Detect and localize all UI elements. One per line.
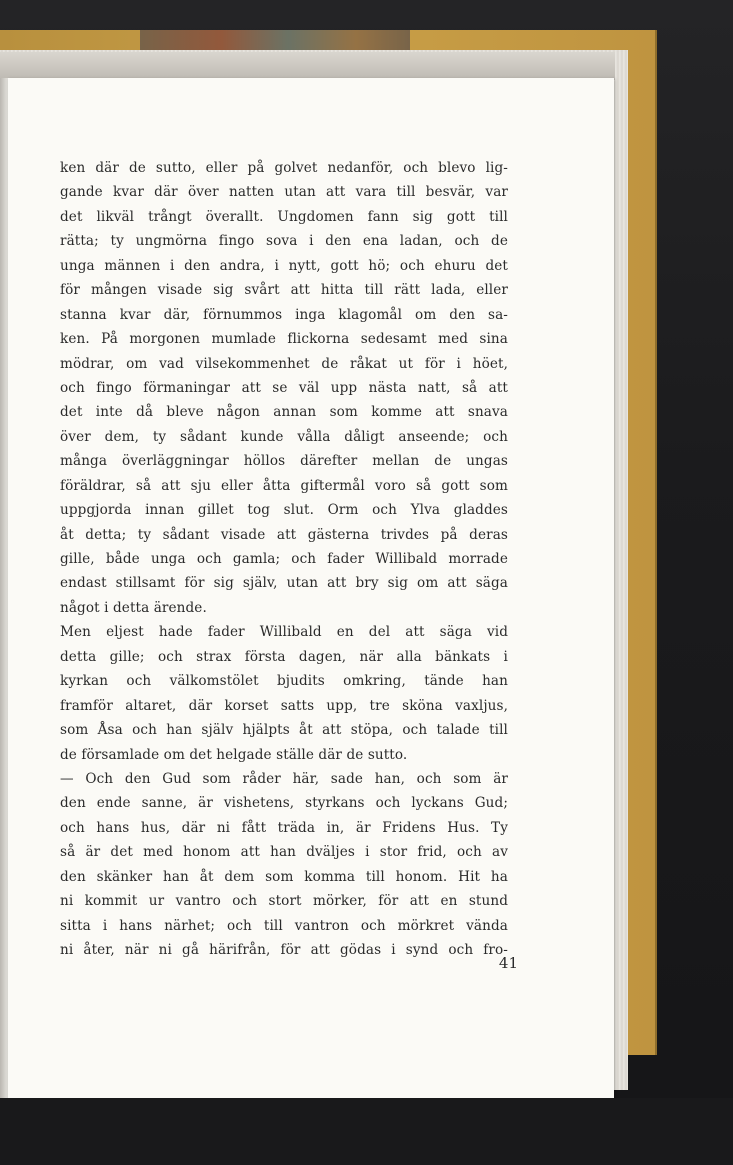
text-line: Men eljest hade fader Willibald en del att säga vid xyxy=(60,624,508,641)
text-line: endast stillsamt för sig själv, utan att bry sig om att säga xyxy=(60,575,508,592)
text-line: ni kommit ur vantro och stort mörker, för att en stund xyxy=(60,893,508,910)
text-line: detta gille; och strax första dagen, när alla bänkats i xyxy=(60,648,508,665)
scan-bottom-edge xyxy=(0,1098,733,1165)
text-line: många överläggningar höllos därefter mellan de ungas xyxy=(60,453,508,470)
page-edge-top xyxy=(0,52,615,80)
text-line: och fingo förmaningar att se väl upp nästa natt, så att xyxy=(60,379,508,396)
text-line: över dem, ty sådant kunde vålla dåligt anseende; och xyxy=(60,428,508,445)
text-line: rätta; ty ungmörna fingo sova i den ena ladan, och de xyxy=(60,233,508,250)
book-page xyxy=(8,78,614,1098)
text-line: föräldrar, så att sju eller åtta giftermål voro så gott som xyxy=(60,477,508,494)
text-line: kyrkan och välkomstölet bjudits omkring, tände han xyxy=(60,673,508,690)
text-line: ken. På morgonen mumlade flickorna sedesamt med sina xyxy=(60,331,508,348)
text-line: ken där de sutto, eller på golvet nedanför, och blevo lig- xyxy=(60,160,508,176)
text-line: — Och den Gud som råder här, sade han, och som är xyxy=(60,770,508,787)
text-line: för mången visade sig svårt att hitta till rätt lada, eller xyxy=(60,282,508,299)
text-line: unga männen i den andra, i nytt, gott hö; och ehuru det xyxy=(60,257,508,274)
text-line: något i detta ärende. xyxy=(60,599,207,616)
cover-marbled-edge xyxy=(140,30,410,52)
text-line: sitta i hans närhet; och till vantron och mörkret vända xyxy=(60,917,508,934)
text-line: ni åter, när ni gå härifrån, för att gödas i synd och fro- xyxy=(60,942,508,958)
text-line: det likväl trångt överallt. Ungdomen fann sig gott till xyxy=(60,208,508,225)
text-line: stanna kvar där, förnummos inga klagomål om den sa- xyxy=(60,306,508,323)
text-line: uppgjorda innan gillet tog slut. Orm och Ylva gladdes xyxy=(60,502,508,519)
text-line: så är det med honom att han dväljes i stor frid, och av xyxy=(60,844,508,861)
text-line: den ende sanne, är vishetens, styrkans och lyckans Gud; xyxy=(60,795,508,812)
text-line: framför altaret, där korset satts upp, tre sköna vaxljus, xyxy=(60,697,508,714)
body-text xyxy=(60,156,508,962)
text-line: som Åsa och han själv hjälpts åt att stöpa, och talade till xyxy=(60,722,508,739)
text-line: och hans hus, där ni fått träda in, är Fridens Hus. Ty xyxy=(60,819,508,836)
page-number: 41 xyxy=(498,954,518,972)
text-line: det inte då bleve någon annan som komme att snava xyxy=(60,404,508,421)
text-line: de församlade om det helgade ställe där de sutto. xyxy=(60,746,408,763)
text-line: gille, både unga och gamla; och fader Willibald morrade xyxy=(60,551,508,567)
text-line: gande kvar där över natten utan att vara till besvär, var xyxy=(60,184,508,201)
text-line: den skänker han åt dem som komma till honom. Hit ha xyxy=(60,868,508,885)
text-line: åt detta; ty sådant visade att gästerna trivdes på deras xyxy=(60,526,508,543)
text-line: mödrar, om vad vilsekommenhet de råkat ut för i höet, xyxy=(60,355,508,372)
